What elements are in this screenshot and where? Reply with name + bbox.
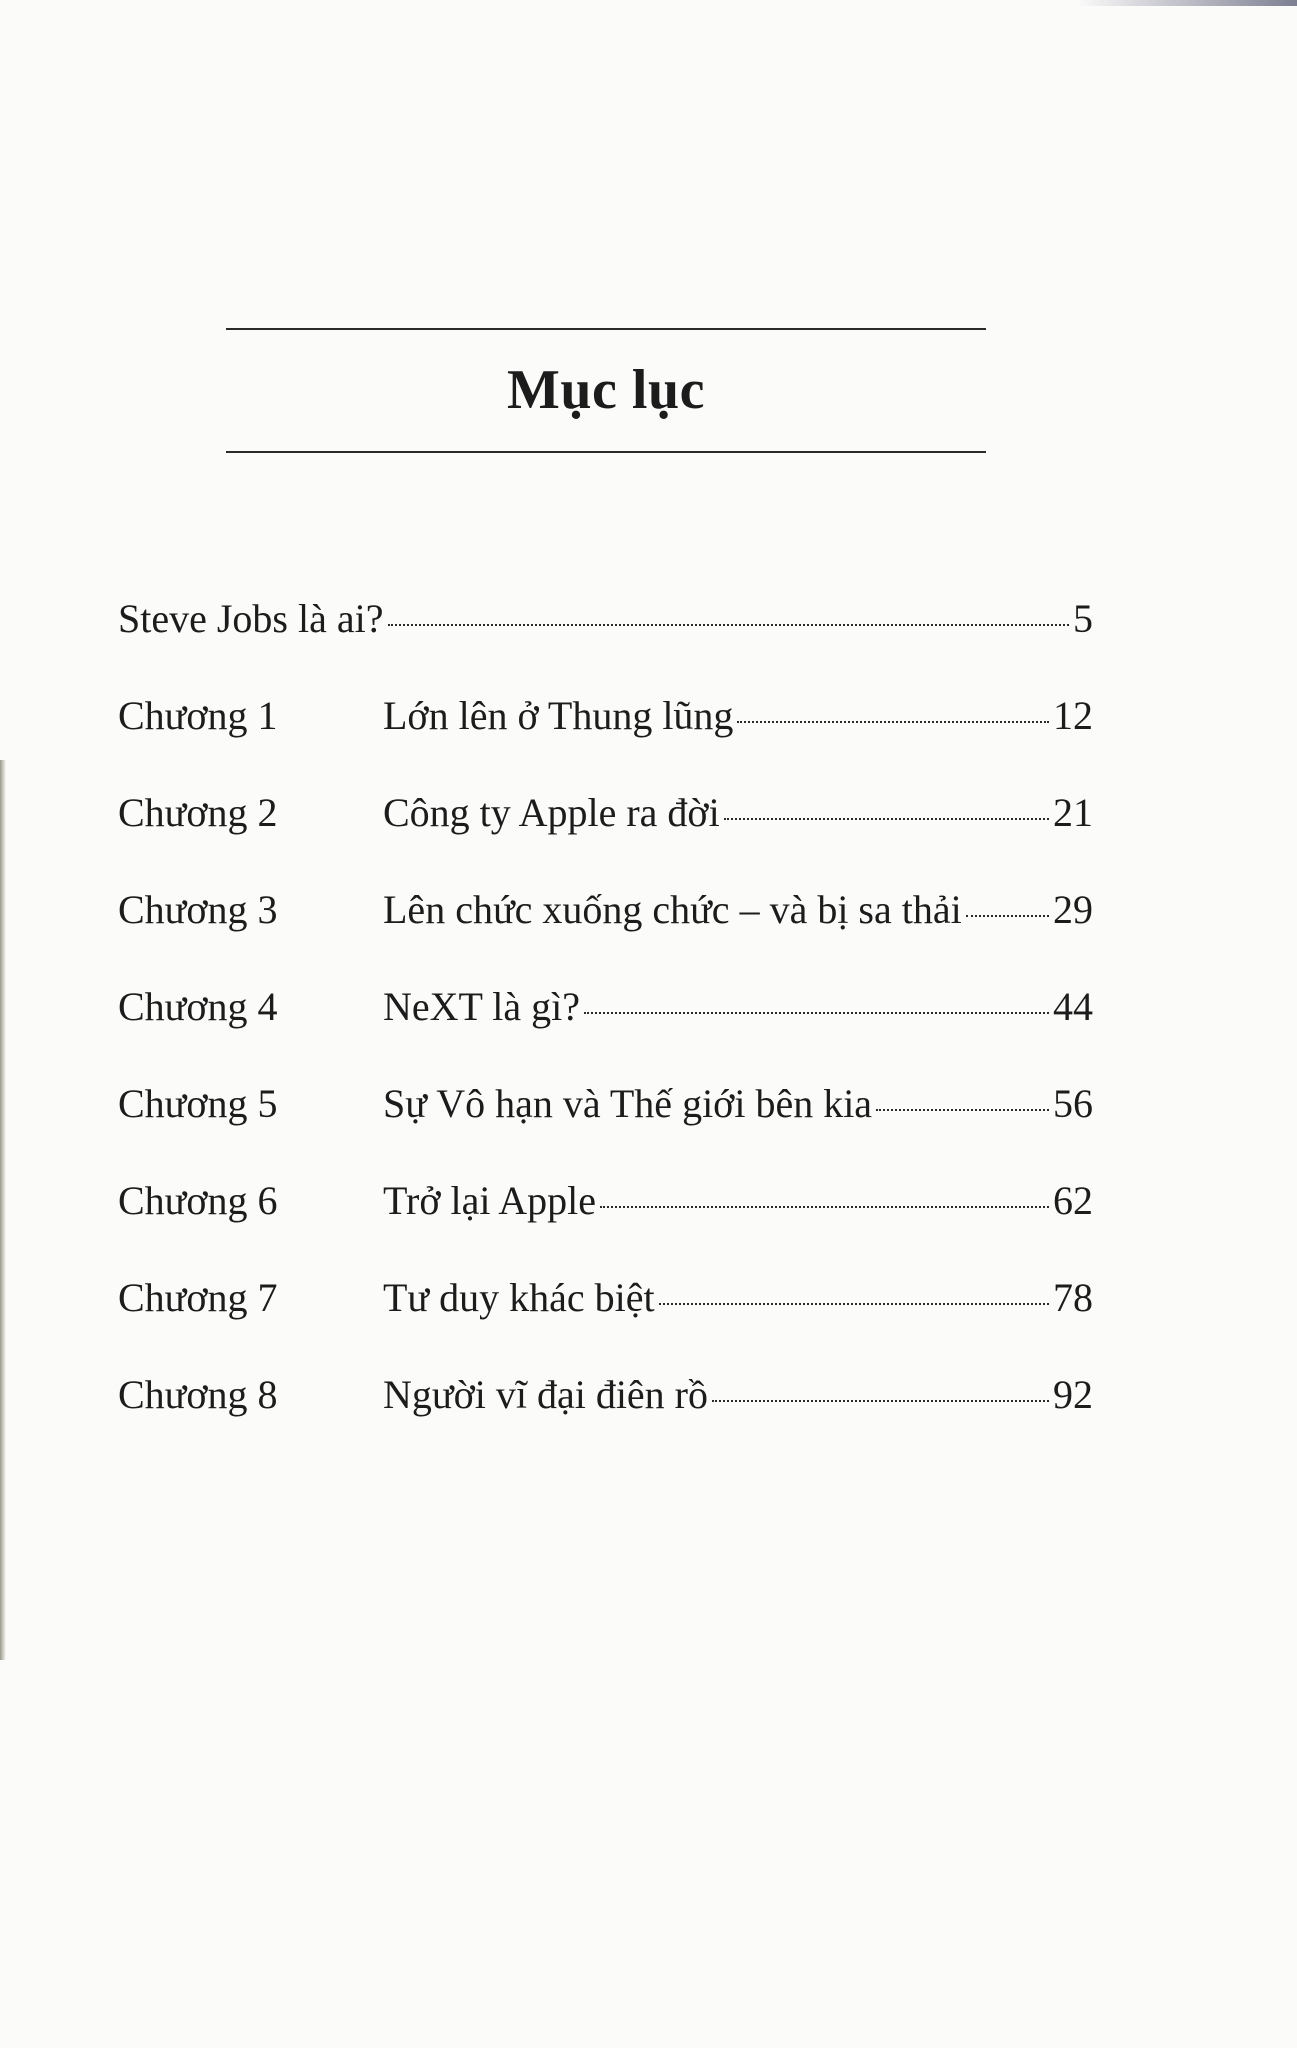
toc-entry-chapter-7 — [118, 1273, 1093, 1370]
dot-leader — [388, 623, 1070, 626]
toc-entry-chapter-1 — [118, 691, 1093, 788]
dot-leader — [659, 1302, 1049, 1305]
dot-leader — [724, 817, 1049, 820]
toc-entry-line — [383, 1176, 1093, 1226]
dot-leader — [966, 914, 1049, 917]
title-rule-bottom — [226, 451, 986, 453]
toc-entry-line — [383, 788, 1093, 838]
chapter-title: Trở lại Apple — [383, 1178, 597, 1223]
chapter-number: Chương 6 — [118, 1178, 278, 1223]
toc-entry-chapter-5 — [118, 1079, 1093, 1176]
toc-page-number: 92 — [1053, 1372, 1093, 1417]
toc-entry-line — [383, 1370, 1093, 1420]
chapter-number: Chương 1 — [118, 693, 278, 738]
toc-entry-chapter-8 — [118, 1370, 1093, 1467]
dot-leader — [584, 1011, 1049, 1014]
chapter-number: Chương 4 — [118, 984, 278, 1029]
toc-entry-chapter-6 — [118, 1176, 1093, 1273]
toc-entry-intro — [118, 594, 1093, 691]
toc-entry-line — [383, 1273, 1093, 1323]
toc-entry-line — [383, 982, 1093, 1032]
toc-entry-chapter-2 — [118, 788, 1093, 885]
toc-entry-title: Steve Jobs là ai? — [118, 596, 384, 641]
toc-page-number: 78 — [1053, 1275, 1093, 1320]
page-top-edge — [1077, 0, 1297, 6]
toc-page-number: 29 — [1053, 887, 1093, 932]
chapter-number: Chương 3 — [118, 887, 278, 932]
toc-entry-line — [118, 594, 1093, 644]
chapter-title: NeXT là gì? — [383, 984, 580, 1029]
chapter-title: Người vĩ đại điên rồ — [383, 1372, 708, 1417]
toc-entry-chapter-4 — [118, 982, 1093, 1079]
dot-leader — [712, 1399, 1049, 1402]
chapter-title: Tư duy khác biệt — [383, 1275, 655, 1320]
toc-entry-line — [383, 885, 1093, 935]
toc-page-number: 12 — [1053, 693, 1093, 738]
chapter-number: Chương 7 — [118, 1275, 278, 1320]
title-rule-top — [226, 328, 986, 330]
toc-entry-chapter-3 — [118, 885, 1093, 982]
chapter-title: Công ty Apple ra đời — [383, 790, 720, 835]
chapter-title: Lên chức xuống chức – và bị sa thải — [383, 887, 962, 932]
chapter-number: Chương 5 — [118, 1081, 278, 1126]
dot-leader — [600, 1205, 1049, 1208]
toc-entry-line — [383, 1079, 1093, 1129]
page-title: Mục lục — [507, 359, 705, 421]
toc-page-number: 62 — [1053, 1178, 1093, 1223]
dot-leader — [876, 1108, 1049, 1111]
table-of-contents — [118, 594, 1093, 1467]
chapter-title: Lớn lên ở Thung lũng — [383, 693, 734, 738]
toc-page-number: 56 — [1053, 1081, 1093, 1126]
chapter-number: Chương 2 — [118, 790, 278, 835]
toc-page-number: 21 — [1053, 790, 1093, 835]
toc-page-number: 44 — [1053, 984, 1093, 1029]
toc-entry-line — [383, 691, 1093, 741]
chapter-number: Chương 8 — [118, 1372, 278, 1417]
dot-leader — [737, 720, 1049, 723]
chapter-title: Sự Vô hạn và Thế giới bên kia — [383, 1081, 873, 1126]
toc-page-number: 5 — [1073, 596, 1093, 641]
page-edge-shadow — [0, 760, 6, 1660]
